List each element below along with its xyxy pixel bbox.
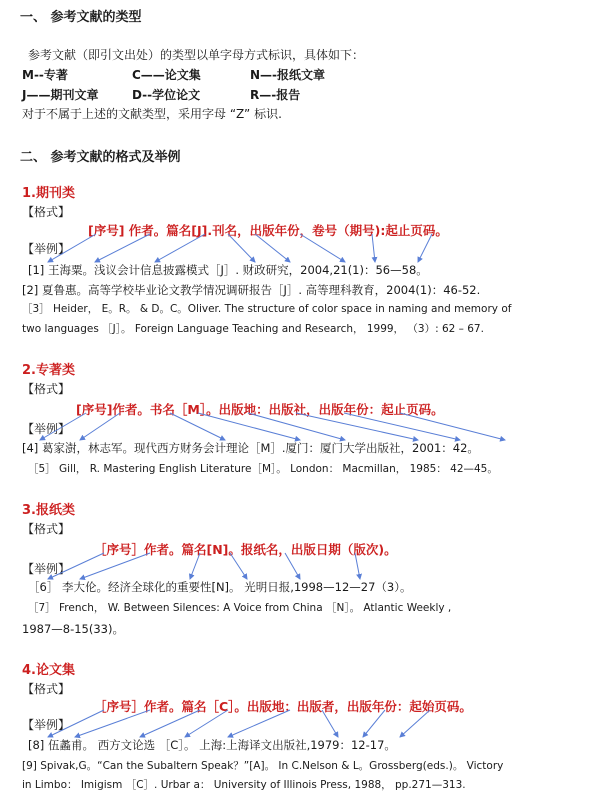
proceedings-format: ［序号］作者。篇名［C］。出版地：出版者，出版年份：起始页码。 [94, 699, 472, 714]
monograph-example-label: 【举例】 [22, 422, 71, 436]
newspaper-example-label: 【举例】 [22, 562, 71, 576]
proceedings-title: 4.论文集 [22, 663, 75, 678]
newspaper-format-label: 【格式】 [22, 522, 71, 536]
newspaper-format: ［序号］作者。篇名[N]。报纸名，出版日期（版次)。 [94, 542, 397, 557]
proceedings-example-2-cont: in Limbo： Imigism ［C］. Urbar a： University of Illinois Press, 1988， pp.271—313. [22, 779, 466, 791]
monograph-format-label: 【格式】 [22, 382, 71, 396]
monograph-example-2: ［5］ Gill， R. Mastering English Literature［M］。 London： Macmillan， 1985： 42—45。 [28, 463, 498, 475]
journal-example-3-cont: two languages ［J］。 Foreign Language Teaching and Research， 1999， （3）: 62 – 67. [22, 323, 484, 335]
newspaper-title: 3.报纸类 [22, 503, 75, 518]
monograph-format: [序号]作者。书名［M］。出版地：出版社，出版年份：起止页码。 [76, 402, 444, 417]
section1-intro: 参考文献（即引文出处）的类型以单字母方式标识，具体如下： [28, 48, 365, 62]
section1-heading: 一、 参考文献的类型 [20, 10, 142, 25]
proceedings-format-label: 【格式】 [22, 682, 71, 696]
type-item: R—-报告 [250, 88, 301, 102]
section1-note: 对于不属于上述的文献类型，采用字母 “Z” 标识. [22, 107, 282, 121]
journal-format-label: 【格式】 [22, 205, 71, 219]
type-item: J——期刊文章 [22, 88, 99, 102]
monograph-title: 2.专著类 [22, 363, 75, 378]
newspaper-example-1: ［6］ 李大伦。经济全球化的重要性[N]。 光明日报,1998—12—27（3）。 [28, 580, 412, 594]
journal-format: [序号] 作者。篇名[J].刊名，出版年份，卷号（期号):起止页码。 [88, 223, 448, 238]
section2-heading: 二、 参考文献的格式及举例 [20, 150, 181, 165]
journal-example-2: [2] 夏鲁惠。高等学校毕业论文教学情况调研报告［J］. 高等理科教育，2004(1)：46-52. [22, 283, 481, 297]
type-item: D--学位论文 [132, 88, 201, 102]
journal-example-label: 【举例】 [22, 242, 71, 256]
journal-title: 1.期刊类 [22, 186, 75, 201]
proceedings-example-2: [9] Spivak,G。“Can the Subaltern Speak？”[A]。 In C.Nelson & L。Grossberg(eds.)。 Victory [22, 760, 504, 772]
type-item: M--专著 [22, 68, 68, 82]
monograph-example-1: [4] 葛家澍，林志军。现代西方财务会计理论［M］.厦门：厦门大学出版社，2001：42。 [22, 441, 479, 455]
journal-example-1: [1] 王海粟。浅议会计信息披露模式［J］. 财政研究，2004,21(1)：56—58。 [28, 263, 428, 277]
newspaper-example-2: ［7］ French， W. Between Silences: A Voice from China ［N］。 Atlantic Weekly , [28, 602, 452, 614]
journal-example-3: ［3］ Heider， E。R。 & D。C。Oliver. The structure of color space in naming and memory of [22, 303, 512, 315]
proceedings-example-label: 【举例】 [22, 718, 71, 732]
type-item: N—-报纸文章 [250, 68, 326, 82]
newspaper-example-2-cont: 1987—8-15(33)。 [22, 622, 124, 636]
type-item: C——论文集 [132, 68, 201, 82]
proceedings-example-1: [8] 伍蠡甫。 西方文论选 ［C］。 上海:上海译文出版社,1979：12-17。 [28, 738, 396, 752]
